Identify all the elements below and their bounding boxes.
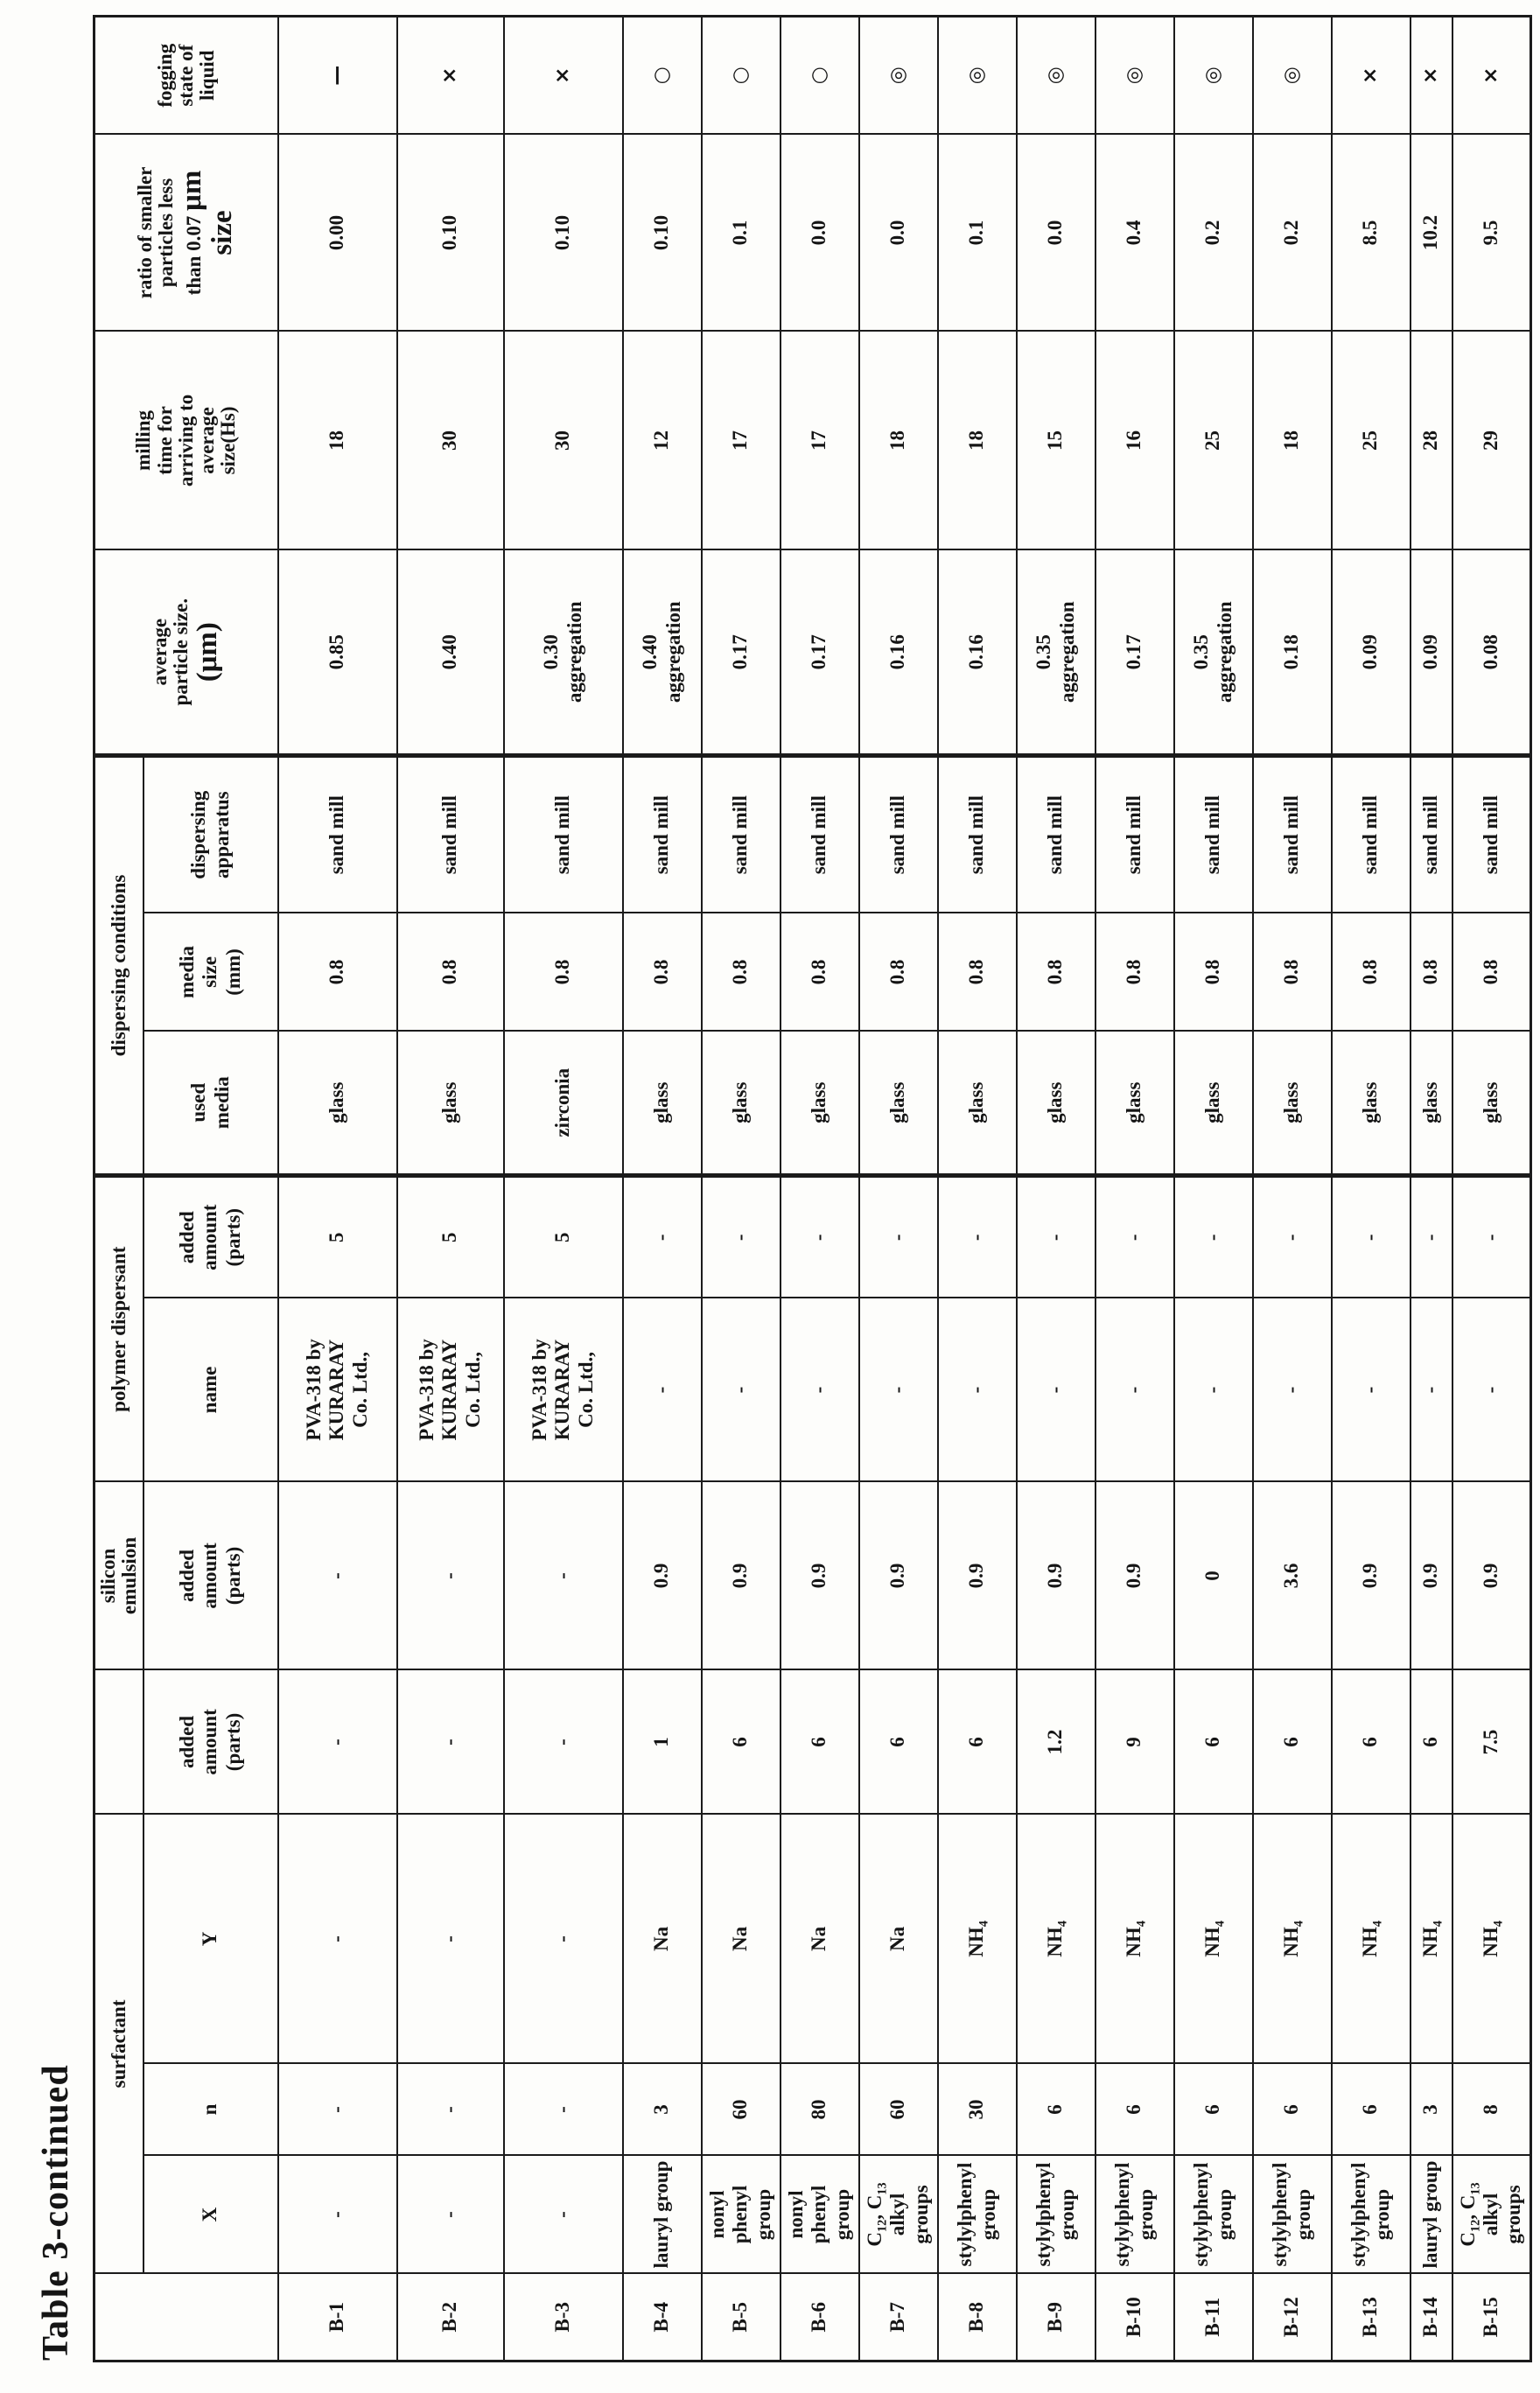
cell-used_media: glass (278, 1031, 397, 1175)
rotated-table-block (35, 17, 1532, 2362)
group-header-row (94, 16, 144, 2361)
cell-polymer_name: - (702, 1298, 780, 1481)
table-row (1452, 16, 1531, 2361)
cell-media_size: 0.8 (623, 913, 702, 1031)
row-label: B-7 (859, 2274, 938, 2362)
cell-y: $NH_4$ (938, 1814, 1017, 2063)
cell-milling: 25 (1174, 331, 1253, 549)
cell-polymer_name: - (1253, 1298, 1332, 1481)
table-header (94, 16, 278, 2361)
cell-amount: 6 (780, 1669, 859, 1814)
cell-fogging: × (1332, 16, 1410, 134)
cell-fogging: × (504, 16, 623, 134)
group-surfactant: surfactant (94, 1814, 144, 2273)
cell-apparatus: sand mill (702, 755, 780, 913)
cell-ratio: 0.00 (278, 134, 397, 331)
cell-milling: 18 (1253, 331, 1332, 549)
cell-used_media: glass (1410, 1031, 1452, 1175)
cell-used_media: glass (1017, 1031, 1096, 1175)
row-label: B-10 (1096, 2274, 1174, 2362)
cell-silicon: - (397, 1481, 504, 1669)
cell-used_media: glass (702, 1031, 780, 1175)
cell-ratio: 0.10 (623, 134, 702, 331)
cell-used_media: glass (938, 1031, 1017, 1175)
cell-fogging: — (278, 16, 397, 134)
cell-apparatus: sand mill (504, 755, 623, 913)
cell-y: - (397, 1814, 504, 2063)
cell-silicon: 0 (1174, 1481, 1253, 1669)
col-header-fogging-state: fogging state of liquid (94, 16, 278, 134)
table-row (278, 16, 397, 2361)
group-dispersing-conditions: dispersing conditions (94, 755, 144, 1175)
cell-media_size: 0.8 (780, 913, 859, 1031)
cell-media_size: 0.8 (1017, 913, 1096, 1031)
cell-milling: 28 (1410, 331, 1452, 549)
col-header-ratio-smaller-particles (94, 134, 278, 331)
cell-y: $NH_4$ (1017, 1814, 1096, 2063)
cell-silicon: 3.6 (1253, 1481, 1332, 1669)
cell-x: stylylphenyl group (1253, 2156, 1332, 2274)
cell-avg_size: 0.35 aggregation (1017, 549, 1096, 755)
cell-fogging: ◎ (1017, 16, 1096, 134)
cell-polymer_amount: - (1410, 1175, 1452, 1298)
cell-media_size: 0.8 (702, 913, 780, 1031)
cell-n: 8 (1452, 2064, 1531, 2156)
table-row (938, 16, 1017, 2361)
col-header-dispersing-apparatus: dispersing apparatus (144, 755, 278, 913)
table-row (859, 16, 938, 2361)
cell-ratio: 10.2 (1410, 134, 1452, 331)
cell-media_size: 0.8 (1452, 913, 1531, 1031)
cell-silicon: 0.9 (1332, 1481, 1410, 1669)
ratio-size-word: size (206, 210, 238, 255)
cell-polymer_amount: - (1174, 1175, 1253, 1298)
row-label: B-11 (1174, 2274, 1253, 2362)
cell-milling: 29 (1452, 331, 1531, 549)
cell-x: $C_{12}$, $C_{13}$ alkyl groups (859, 2156, 938, 2274)
cell-apparatus: sand mill (1017, 755, 1096, 913)
cell-polymer_name: - (780, 1298, 859, 1481)
cell-amount: - (278, 1669, 397, 1814)
cell-polymer_amount: - (623, 1175, 702, 1298)
cell-y: $NH_4$ (1253, 1814, 1332, 2063)
cell-avg_size: 0.16 (938, 549, 1017, 755)
cell-polymer_amount: - (702, 1175, 780, 1298)
cell-silicon: 0.9 (1452, 1481, 1531, 1669)
cell-x: - (397, 2156, 504, 2274)
table-row (1253, 16, 1332, 2361)
cell-n: 60 (859, 2064, 938, 2156)
cell-avg_size: 0.35 aggregation (1174, 549, 1253, 755)
col-header-polymer-amount: added amount (parts) (144, 1175, 278, 1298)
cell-y: Na (623, 1814, 702, 2063)
cell-silicon: 0.9 (859, 1481, 938, 1669)
cell-amount: 1 (623, 1669, 702, 1814)
group-polymer-dispersant: polymer dispersant (94, 1175, 144, 1481)
cell-polymer_name: - (1017, 1298, 1096, 1481)
cell-n: - (397, 2064, 504, 2156)
cell-silicon: 0.9 (1017, 1481, 1096, 1669)
cell-avg_size: 0.17 (702, 549, 780, 755)
row-label: B-2 (397, 2274, 504, 2362)
cell-x: stylylphenyl group (1017, 2156, 1096, 2274)
cell-apparatus: sand mill (780, 755, 859, 913)
cell-avg_size: 0.85 (278, 549, 397, 755)
cell-ratio: 0.0 (859, 134, 938, 331)
row-label: B-8 (938, 2274, 1017, 2362)
cell-polymer_amount: - (938, 1175, 1017, 1298)
col-header-x: X (144, 2156, 278, 2274)
cell-amount: 7.5 (1452, 1669, 1531, 1814)
cell-y: $NH_4$ (1452, 1814, 1531, 2063)
col-header-used-media: used media (144, 1031, 278, 1175)
ratio-unit: μm (176, 170, 208, 211)
cell-y: $NH_4$ (1410, 1814, 1452, 2063)
cell-ratio: 0.0 (780, 134, 859, 331)
cell-media_size: 0.8 (1174, 913, 1253, 1031)
cell-amount: 9 (1096, 1669, 1174, 1814)
cell-n: 80 (780, 2064, 859, 2156)
cell-polymer_amount: - (780, 1175, 859, 1298)
cell-n: 30 (938, 2064, 1017, 2156)
cell-milling: 18 (859, 331, 938, 549)
cell-milling: 25 (1332, 331, 1410, 549)
col-header-n: n (144, 2064, 278, 2156)
col-header-milling-time: milling time for arriving to average size(Hs) (94, 331, 278, 549)
cell-silicon: 0.9 (1096, 1481, 1174, 1669)
cell-polymer_name: - (859, 1298, 938, 1481)
cell-x: nonyl phenyl group (780, 2156, 859, 2274)
cell-ratio: 0.10 (504, 134, 623, 331)
table-row (1332, 16, 1410, 2361)
table-row (623, 16, 702, 2361)
cell-n: 60 (702, 2064, 780, 2156)
cell-used_media: glass (1174, 1031, 1253, 1175)
cell-apparatus: sand mill (1096, 755, 1174, 913)
cell-used_media: glass (623, 1031, 702, 1175)
row-label: B-13 (1332, 2274, 1410, 2362)
cell-silicon: 0.9 (780, 1481, 859, 1669)
cell-fogging: ○ (780, 16, 859, 134)
cell-ratio: 8.5 (1332, 134, 1410, 331)
cell-avg_size: 0.08 (1452, 549, 1531, 755)
row-label: B-9 (1017, 2274, 1096, 2362)
cell-ratio: 0.1 (938, 134, 1017, 331)
cell-ratio: 0.2 (1174, 134, 1253, 331)
cell-x: stylylphenyl group (1174, 2156, 1253, 2274)
cell-used_media: glass (1332, 1031, 1410, 1175)
cell-silicon: 0.9 (1410, 1481, 1452, 1669)
col-header-silicon-amount: added amount (parts) (144, 1481, 278, 1669)
cell-fogging: × (1452, 16, 1531, 134)
cell-apparatus: sand mill (1452, 755, 1531, 913)
group-empty-added-amount (94, 1669, 144, 1814)
cell-milling: 17 (780, 331, 859, 549)
row-label: B-1 (278, 2274, 397, 2362)
cell-milling: 30 (504, 331, 623, 549)
cell-avg_size: 0.17 (780, 549, 859, 755)
cell-n: - (504, 2064, 623, 2156)
cell-amount: 1.2 (1017, 1669, 1096, 1814)
row-label: B-6 (780, 2274, 859, 2362)
cell-avg_size: 0.17 (1096, 549, 1174, 755)
cell-fogging: ◎ (859, 16, 938, 134)
cell-media_size: 0.8 (1096, 913, 1174, 1031)
cell-used_media: glass (1253, 1031, 1332, 1175)
corner-cell (94, 2274, 278, 2362)
cell-avg_size: 0.09 (1332, 549, 1410, 755)
cell-y: Na (702, 1814, 780, 2063)
cell-polymer_amount: - (1332, 1175, 1410, 1298)
cell-n: 6 (1174, 2064, 1253, 2156)
cell-n: 3 (1410, 2064, 1452, 2156)
cell-milling: 18 (938, 331, 1017, 549)
avg-size-unit: (μm) (191, 622, 223, 682)
cell-media_size: 0.8 (859, 913, 938, 1031)
col-header-media-size: media size (mm) (144, 913, 278, 1031)
data-table (93, 15, 1532, 2362)
cell-x: lauryl group (1410, 2156, 1452, 2274)
table-row (1174, 16, 1253, 2361)
cell-media_size: 0.8 (938, 913, 1017, 1031)
cell-fogging: ◎ (1174, 16, 1253, 134)
cell-apparatus: sand mill (1253, 755, 1332, 913)
cell-n: 6 (1017, 2064, 1096, 2156)
cell-silicon: - (504, 1481, 623, 1669)
cell-polymer_name: - (1332, 1298, 1410, 1481)
cell-x: $C_{12}$, $C_{13}$ alkyl groups (1452, 2156, 1531, 2274)
cell-n: 3 (623, 2064, 702, 2156)
cell-y: Na (859, 1814, 938, 2063)
cell-milling: 12 (623, 331, 702, 549)
col-header-polymer-name: name (144, 1298, 278, 1481)
cell-x: stylylphenyl group (938, 2156, 1017, 2274)
cell-silicon: 0.9 (702, 1481, 780, 1669)
cell-x: lauryl group (623, 2156, 702, 2274)
cell-milling: 16 (1096, 331, 1174, 549)
cell-ratio: 0.2 (1253, 134, 1332, 331)
cell-avg_size: 0.40 aggregation (623, 549, 702, 755)
cell-apparatus: sand mill (859, 755, 938, 913)
cell-avg_size: 0.09 (1410, 549, 1452, 755)
cell-y: Na (780, 1814, 859, 2063)
cell-amount: 6 (1410, 1669, 1452, 1814)
cell-fogging: ◎ (938, 16, 1017, 134)
cell-fogging: ◎ (1253, 16, 1332, 134)
row-label: B-15 (1452, 2274, 1531, 2362)
cell-polymer_name: - (623, 1298, 702, 1481)
cell-n: 6 (1096, 2064, 1174, 2156)
cell-polymer_amount: 5 (278, 1175, 397, 1298)
cell-used_media: glass (397, 1031, 504, 1175)
cell-fogging: × (397, 16, 504, 134)
cell-amount: - (504, 1669, 623, 1814)
table-row (702, 16, 780, 2361)
cell-media_size: 0.8 (504, 913, 623, 1031)
cell-ratio: 0.1 (702, 134, 780, 331)
cell-apparatus: sand mill (623, 755, 702, 913)
cell-used_media: glass (1096, 1031, 1174, 1175)
row-label: B-3 (504, 2274, 623, 2362)
cell-used_media: zirconia (504, 1031, 623, 1175)
cell-milling: 17 (702, 331, 780, 549)
cell-y: $NH_4$ (1332, 1814, 1410, 2063)
table-row (1096, 16, 1174, 2361)
cell-avg_size: 0.18 (1253, 549, 1332, 755)
cell-y: $NH_4$ (1096, 1814, 1174, 2063)
row-label: B-14 (1410, 2274, 1452, 2362)
cell-polymer_name: - (1096, 1298, 1174, 1481)
cell-media_size: 0.8 (1253, 913, 1332, 1031)
cell-x: - (278, 2156, 397, 2274)
group-silicon-emulsion: silicon emulsion (94, 1481, 144, 1669)
cell-media_size: 0.8 (1410, 913, 1452, 1031)
table-row (1017, 16, 1096, 2361)
table-title: Table 3-continued (36, 2064, 76, 2361)
cell-polymer_amount: - (1017, 1175, 1096, 1298)
cell-polymer_name: - (1174, 1298, 1253, 1481)
cell-y: $NH_4$ (1174, 1814, 1253, 2063)
table-row (1410, 16, 1452, 2361)
ratio-label: ratio of smaller particles less than 0.07 (133, 166, 206, 299)
cell-ratio: 0.10 (397, 134, 504, 331)
col-header-added-amount: added amount (parts) (144, 1669, 278, 1814)
cell-polymer_name: PVA-318 by KURARAY Co. Ltd., (504, 1298, 623, 1481)
cell-x: - (504, 2156, 623, 2274)
col-header-average-particle-size (94, 549, 278, 755)
cell-silicon: 0.9 (623, 1481, 702, 1669)
table-body (278, 16, 1531, 2361)
cell-media_size: 0.8 (397, 913, 504, 1031)
cell-polymer_name: - (938, 1298, 1017, 1481)
cell-amount: 6 (1332, 1669, 1410, 1814)
cell-amount: 6 (1174, 1669, 1253, 1814)
cell-fogging: ○ (623, 16, 702, 134)
cell-media_size: 0.8 (1332, 913, 1410, 1031)
cell-n: 6 (1253, 2064, 1332, 2156)
cell-apparatus: sand mill (1332, 755, 1410, 913)
cell-polymer_amount: 5 (504, 1175, 623, 1298)
cell-apparatus: sand mill (938, 755, 1017, 913)
cell-polymer_name: PVA-318 by KURARAY Co. Ltd., (397, 1298, 504, 1481)
cell-used_media: glass (1452, 1031, 1531, 1175)
cell-amount: 6 (702, 1669, 780, 1814)
cell-apparatus: sand mill (397, 755, 504, 913)
cell-apparatus: sand mill (1174, 755, 1253, 913)
cell-polymer_amount: - (1253, 1175, 1332, 1298)
table-row (780, 16, 859, 2361)
cell-polymer_name: - (1410, 1298, 1452, 1481)
cell-fogging: ◎ (1096, 16, 1174, 134)
cell-n: - (278, 2064, 397, 2156)
cell-silicon: 0.9 (938, 1481, 1017, 1669)
cell-avg_size: 0.40 (397, 549, 504, 755)
cell-polymer_amount: - (859, 1175, 938, 1298)
cell-silicon: - (278, 1481, 397, 1669)
cell-fogging: ○ (702, 16, 780, 134)
col-header-y: Y (144, 1814, 278, 2063)
cell-media_size: 0.8 (278, 913, 397, 1031)
cell-milling: 15 (1017, 331, 1096, 549)
cell-amount: 6 (1253, 1669, 1332, 1814)
cell-polymer_amount: 5 (397, 1175, 504, 1298)
row-label: B-5 (702, 2274, 780, 2362)
cell-used_media: glass (859, 1031, 938, 1175)
cell-apparatus: sand mill (278, 755, 397, 913)
cell-amount: 6 (859, 1669, 938, 1814)
cell-apparatus: sand mill (1410, 755, 1452, 913)
cell-avg_size: 0.30 aggregation (504, 549, 623, 755)
cell-milling: 18 (278, 331, 397, 549)
cell-milling: 30 (397, 331, 504, 549)
cell-amount: 6 (938, 1669, 1017, 1814)
cell-ratio: 9.5 (1452, 134, 1531, 331)
cell-polymer_name: PVA-318 by KURARAY Co. Ltd., (278, 1298, 397, 1481)
cell-y: - (278, 1814, 397, 2063)
cell-used_media: glass (780, 1031, 859, 1175)
cell-x: nonyl phenyl group (702, 2156, 780, 2274)
cell-y: - (504, 1814, 623, 2063)
cell-polymer_amount: - (1096, 1175, 1174, 1298)
cell-ratio: 0.4 (1096, 134, 1174, 331)
cell-ratio: 0.0 (1017, 134, 1096, 331)
cell-polymer_amount: - (1452, 1175, 1531, 1298)
cell-avg_size: 0.16 (859, 549, 938, 755)
cell-x: stylylphenyl group (1096, 2156, 1174, 2274)
cell-n: 6 (1332, 2064, 1410, 2156)
cell-amount: - (397, 1669, 504, 1814)
row-label: B-12 (1253, 2274, 1332, 2362)
cell-polymer_name: - (1452, 1298, 1531, 1481)
table-row (397, 16, 504, 2361)
cell-x: stylylphenyl group (1332, 2156, 1410, 2274)
avg-size-label: average particle size. (149, 598, 192, 706)
table-row (504, 16, 623, 2361)
cell-fogging: × (1410, 16, 1452, 134)
row-label: B-4 (623, 2274, 702, 2362)
